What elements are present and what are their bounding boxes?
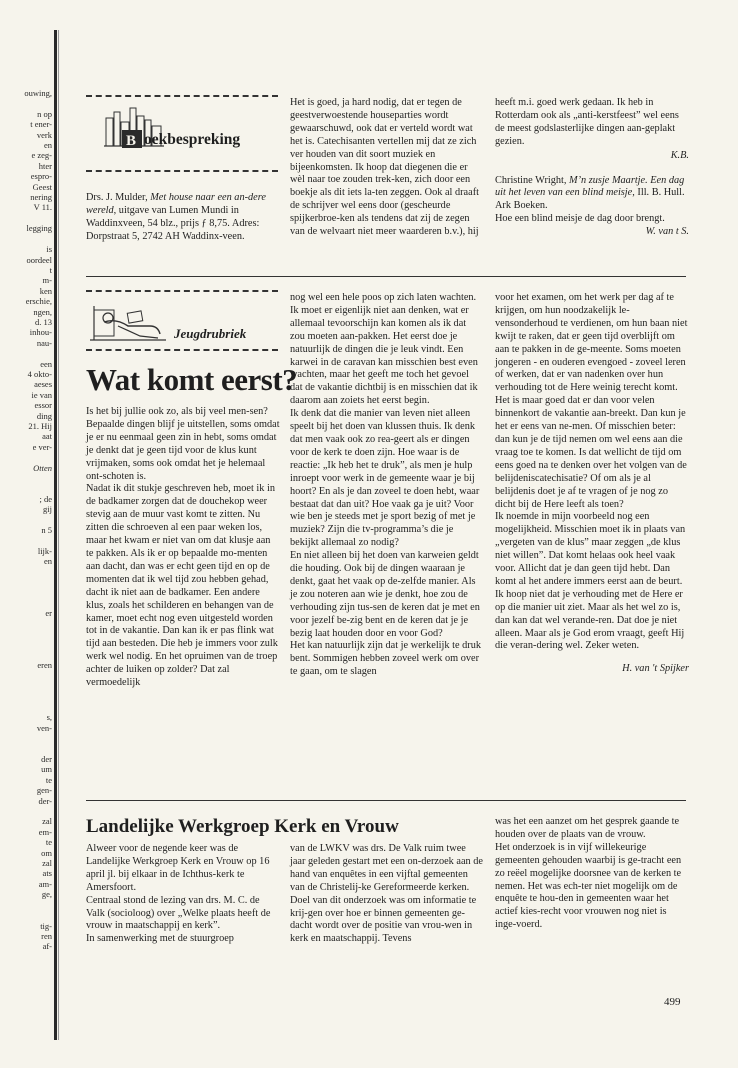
jeugd-col3-para2: Ik noemde in mijn voorbeeld nog een mogelijkheid. Misschien moet ik in plaats van „vergeten van de klus” maar zeggen „de klus niet willen”. Dat komt helaas ook heel vaak voor. Allicht dat je dan geen tijd hebt. Dan komt al het andere immers eerst aan de beurt. Ik hoop niet dat je verhouding met de Here er op die manier uit ziet. Maar als het wel zo is, dan kan dat wel verande-ren. Dat doe je niet alleen. Maar als je God erom vraagt, geeft Hij die veran-dering wel. Zeker weten.: [495, 511, 686, 652]
section-divider-2: [86, 800, 686, 801]
dashed-rule-bottom: [86, 170, 278, 172]
prev-column-line: en: [43, 140, 52, 151]
werkgroep-col2: [290, 843, 483, 946]
prev-column-line: e ver-: [32, 441, 52, 452]
jeugd-col1: [86, 406, 280, 690]
werkgroep-col3: [495, 816, 689, 932]
jeugd-col2-para1: nog wel een hele poos op zich laten wachten. Ik moet er eigenlijk niet aan denken, wat er allemaal tevoorschijn kan komen als ik dat zou moeten aan-pakken. Het eerst doe je natuurlijk de dingen die je leuk vindt. Een karwei in de caravan kan misschien best even wachten, maar het geeft me toch het gevoel dat de vakantie dichtbij is en misschien dat ik daarom aan zoiets het eerst begin.: [290, 292, 478, 407]
svg-text:B: B: [126, 133, 137, 149]
prev-column-line: is: [46, 244, 52, 255]
prev-column-line: Geest: [32, 181, 52, 192]
prev-column-line: er: [45, 608, 52, 619]
book2-title: M’n zusje Maartje. Een dag uit het leven van een blind meisje: [495, 174, 685, 199]
prev-column-line: gen-: [36, 785, 52, 796]
book2-details: , Ill. B. Hull. Ark Boeken.: [495, 187, 685, 212]
prev-column-line: eren: [37, 660, 52, 671]
boekbespreking-title: oekbespreking: [144, 131, 241, 148]
prev-column-line: [0, 744, 52, 754]
werkgroep-col3-para1: was het een aanzet om het gesprek gaande te houden over de plaats van de vrouw.: [495, 816, 680, 840]
prev-column-line: zal: [42, 816, 52, 827]
prev-column-line: [0, 650, 52, 660]
prev-column-line: [0, 567, 52, 577]
book-review-conclusion: heeft m.i. goed werk gedaan. Ik heb in Rotterdam ook als „anti-kerstfeest” wel eens de meest godslasterlijke dingen aan-geplakt gezien.: [495, 97, 679, 147]
prev-column-line: der: [41, 754, 52, 764]
article-headline: Wat komt eerst?: [86, 362, 298, 397]
prev-column-line: [0, 213, 52, 223]
prev-column-line: [0, 806, 52, 816]
prev-column-line: erschie,: [25, 296, 52, 307]
prev-column-line: [0, 692, 52, 702]
prev-column-line: [0, 577, 52, 587]
prev-column-line: ding: [36, 410, 52, 421]
prev-column-line: [0, 515, 52, 525]
spine-line: [58, 30, 59, 1040]
dashed-rule-jeugd-bottom: [86, 349, 278, 351]
prev-column-line: oordeel: [26, 254, 52, 265]
prev-column-line: n 5: [41, 525, 52, 536]
book2-author: Christine Wright,: [495, 174, 570, 186]
prev-column-line: Otten: [33, 462, 52, 473]
prev-column-line: s,: [46, 712, 52, 723]
prev-column-line: te: [45, 837, 52, 848]
prev-column-line: am-: [38, 878, 52, 889]
prev-column-line: zal: [42, 858, 52, 869]
prev-column-line: ie van: [31, 389, 52, 400]
prev-column-line: lijk-: [37, 545, 52, 556]
prev-column-line: m-: [42, 275, 52, 286]
prev-column-line: ven-: [36, 722, 52, 733]
prev-column-line: af-: [42, 941, 52, 952]
jeugd-col2-para3: En niet alleen bij het doen van karweien geldt die houding. Ook bij de dingen waaraan je denkt, gaat het vaak op de-zelfde manier. Als je zou noteren aan wie je denkt, hoe zou de verhouding zijn tus-sen de keren dat je met en voor jezelf be-zig bent en de keren dat je je bezig laat houden door en voor God?: [290, 550, 480, 639]
book2-description: Hoe een blind meisje de dag door brengt.: [495, 213, 665, 225]
prev-column-line: ats: [42, 868, 52, 879]
prev-column-line: der-: [38, 795, 52, 806]
prev-column-line: um: [41, 764, 52, 775]
prev-column-line: n op: [37, 108, 52, 119]
prev-column-line: [0, 681, 52, 691]
jeugd-col2-para2: Ik denk dat die manier van leven niet alleen speelt bij het doen van klussen thuis. Ik denk dat men vaak ook zo rea-geert als er dingen voor de kerk te doen zijn. Hoe waar is de reactie: „Ik heb het te druk”, als men je hulp inroept voor werk in de gemeente waar je bij hoort? En als je dan zoveel te doen hebt, waar bestaat dat dan uit? Hoe vaak ga je uit? Voor wie ben je steeds met je sport bezig of met je muziek? Zijn die tv-programma’s die je bekijkt allemaal zo nodig?: [290, 408, 480, 549]
prev-column-line: 4 okto-: [27, 368, 52, 379]
prev-column-line: gij: [43, 504, 52, 515]
prev-column-line: [0, 640, 52, 650]
prev-column-line: om: [41, 847, 52, 858]
werkgroep-col2-text: van de LWKV was drs. De Valk ruim twee jaar geleden gestart met een on-derzoek aan de hand van enquêtes in een vijftal gemeenten van de Christelij-ke Gereformeerde kerken. Doel van dit onderzoek was om informatie te krij-gen over hoe er binnen gemeenten ge-dacht wordt over de positie van vrou-wen in kerk en maatschappij. Tevens: [290, 843, 483, 945]
prev-column-line: inhou-: [29, 327, 52, 338]
prev-column-line: hter: [38, 160, 52, 171]
book1-title: Met house naar een an-dere wereld: [86, 192, 266, 216]
prev-column-line: legging: [26, 223, 52, 234]
jeugdrubriek-title: Jeugdrubriek: [174, 326, 247, 341]
prev-column-line: em-: [38, 826, 52, 837]
dashed-rule-top: [86, 95, 278, 97]
werkgroep-col1-para3: In samenwerking met de stuurgroep: [86, 933, 234, 945]
prev-column-line: nering: [30, 192, 52, 203]
spine-shadow: [54, 30, 57, 1040]
prev-column-line: essor: [34, 400, 52, 411]
prev-column-line: [0, 629, 52, 639]
prev-column-line: [0, 900, 52, 910]
prev-column-line: aeses: [34, 379, 52, 390]
prev-column-line: espro-: [30, 171, 52, 182]
prev-column-line: d. 13: [35, 316, 52, 327]
prev-column-line: [0, 452, 52, 462]
prev-column-line: te: [45, 774, 52, 785]
page-number: 499: [664, 996, 681, 1008]
prev-column-line: aat: [42, 431, 52, 442]
prev-column-line: [0, 733, 52, 743]
signature-kb: K.B.: [670, 149, 689, 161]
person-reading-icon: [88, 296, 168, 346]
jeugd-col3: [495, 292, 689, 676]
signature-wvants: W. van t S.: [645, 226, 689, 238]
prev-column-line: t ener-: [30, 119, 52, 130]
prev-column-line: een: [40, 358, 52, 369]
prev-column-line: ; de: [39, 493, 52, 504]
book-review-text: Het is goed, ja hard nodig, dat er tegen de geestverwoestende houseparties wordt gewaarschuwd, ook dat er verteld wordt wat het is. Catechisanten vertellen mij dat ze zich ver houden van dit soort muziek en bijeenkomsten. Ik hoop dat diegenen die er wèl naar toe zouden trek-ken, zich door een boekje als dit iets la-ten zeggen. Ook al draaft de schrijver wel eens door (gescheurde spijkerbroe-ken als tendens dat zij de zegen van de welvaart niet meer waarderen b.v.), hij: [290, 97, 479, 238]
prev-column-line: en: [43, 556, 52, 567]
prev-column-line: [0, 671, 52, 681]
prev-column-line: ken: [39, 285, 52, 296]
book-review-col3: [495, 97, 689, 239]
jeugd-col2-para4: Het kan natuurlijk zijn dat je werkelijk te druk bent. Sommigen hebben zoveel werk om over te gaan, om te slagen: [290, 640, 482, 678]
prev-column-line: [0, 348, 52, 358]
jeugd-col2: [290, 292, 483, 679]
prev-column-line: [0, 619, 52, 629]
prev-column-line: t: [49, 264, 52, 275]
section-divider-1: [86, 276, 686, 277]
book-review-1: [86, 192, 278, 244]
prev-column-line: [0, 910, 52, 920]
werkgroep-col1: [86, 843, 280, 946]
book1-author: Drs. J. Mulder,: [86, 192, 151, 203]
dashed-rule-jeugd-top: [86, 290, 278, 292]
prev-column-line: [0, 598, 52, 608]
book-review-col2: [290, 97, 482, 239]
prev-column-line: 21. Hij: [28, 421, 52, 431]
prev-column-line: tig-: [40, 920, 52, 931]
book1-details: , uitgave van Lumen Mundi in Waddinxveen, 54 blz., prijs ƒ 8,75. Adres: Dorpstraat 5, 2742 AH Waddinx-veen.: [86, 204, 260, 242]
prev-column-line: V 11.: [33, 202, 52, 213]
prev-column-line: ren: [41, 930, 52, 941]
jeugd-col1-para1: Is het bij jullie ook zo, als bij veel men-sen? Bepaalde dingen blijf je uitstellen, soms omdat je er nu eenmaal geen zin in hebt, soms omdat je denkt dat je geen tijd voor de klus kunt vrijmaken, soms ook omdat het je helemaal ont-schoten is.: [86, 406, 280, 482]
signature-spijker: H. van 't Spijker: [622, 663, 689, 675]
jeugd-col3-para1: voor het examen, om het werk per dag af te krijgen, om hun noodzakelijk le-vensonderhoud te verdienen, om hun baan niet kwijt te raken, dat er geen tijd overblijft om aan te pakken in de ge-meente. Soms moeten jongeren - en ouderen evengoed - zoveel leren of werken, dat er van nadenken over hun verhouding tot de Here weinig terecht komt. Het is maar goed dat er dan voor velen binnenkort de vakantie aan-breekt. Dan kun je het er eens van ne-men. Of misschien beter: dan kun je de tijd nemen om wel eens aan die vraag toe te komen. Is dat wellicht de tijd om eens goed na te denken over het volgen van de belijdeniscatechisatie? Of om als je al belijdenis doet je af te vragen of je nog zo dicht bij de Here leeft als toen?: [495, 292, 688, 510]
prev-column-line: ouwing,: [24, 88, 52, 98]
prev-column-line: e zeg-: [31, 150, 52, 161]
werkgroep-headline: Landelijke Werkgroep Kerk en Vrouw: [86, 816, 399, 837]
werkgroep-col1-para1: Alweer voor de negende keer was de Landelijke Werkgroep Kerk en Vrouw op 16 april jl. bij elkaar in de Ichthus-kerk te Amersfoort.: [86, 843, 270, 893]
prev-column-line: [0, 98, 52, 108]
prev-column-line: [0, 234, 52, 244]
prev-column-line: [0, 483, 52, 493]
prev-column-line: [0, 702, 52, 712]
prev-column-line: [0, 588, 52, 598]
prev-column-line: nau-: [36, 337, 52, 348]
prev-column-line: [0, 535, 52, 545]
werkgroep-col1-para2: Centraal stond de lezing van drs. M. C. de Valk (socioloog) over „Welke plaats heeft de vrouw in maatschappij en kerk”.: [86, 894, 271, 932]
prev-column-line: verk: [36, 129, 52, 140]
prev-column-line: ge,: [41, 889, 52, 900]
prev-column-line: ngen,: [33, 306, 52, 317]
prev-column-line: [0, 473, 52, 483]
jeugd-col1-para2: Nadat ik dit stukje geschreven heb, moet ik in de badkamer zorgen dat de douchekop weer stevig aan de muur vast komt te zitten. Nu zitten die schroeven al een paar weken los, maar het kwam er niet van om dat klusje aan te pakken. Als ik er op bepaalde mo-menten aan dacht, dan was er echt geen tijd en op de momenten dat ik wel tijd zou hebben gehad, dacht ik niet aan de badkamer. Een andere klus, zoals het schilderen en behangen van de kamer, moet echt nog even uitgesteld worden tot in de vakantie. Dan kan ik er pas flink wat tijd aan besteden. Die heb je immers voor zulk werk wel nodig. En het opruimen van de troep achter de luiken op zolder? Dat zal vermoedelijk: [86, 483, 278, 689]
werkgroep-col3-para2: Het onderzoek is in vijf willekeurige gemeenten gehouden waarbij is ge-tracht een zo reëel mogelijke doorsnee van de kerken te nemen. Het was ech-ter niet mogelijk om de enquête te hou-den in gemeenten waar het actief kies-recht voor vrouwen nog niet is inge-voerd.: [495, 841, 682, 931]
previous-page-column: [0, 88, 52, 968]
